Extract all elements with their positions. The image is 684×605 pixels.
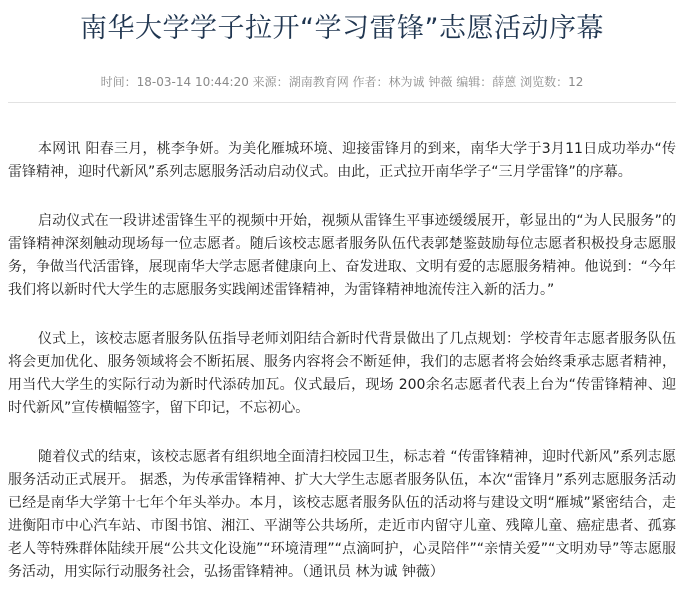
view-count: 12 bbox=[568, 75, 584, 89]
paragraph-1: 本网讯 阳春三月，桃李争妍。为美化雁城环境、迎接雷锋月的到来，南华大学于3月11日成功举办“传雷锋精神，迎时代新风”系列志愿服务活动启动仪式。由此，正式拉开南华学子“三月学雷锋”的序幕。 bbox=[8, 141, 676, 180]
meta-divider bbox=[8, 102, 676, 103]
editor-label: 编辑： bbox=[456, 75, 493, 89]
source-label: 来源： bbox=[252, 75, 289, 89]
article-meta bbox=[0, 73, 684, 91]
article-title: 南华大学学子拉开“学习雷锋”志愿活动序幕 bbox=[80, 13, 604, 44]
paragraph-4: 随着仪式的结束，该校志愿者有组织地全面清扫校园卫生，标志着 “传雷锋精神，迎时代新风”系列志愿服务活动正式展开。 据悉，为传承雷锋精神、扩大大学生志愿者服务队伍，本次“雷锋月”系列志愿服务活动已经是南华大学第十七年个年头举办。本月，该校志愿者服务队伍的活动将与建设文明“雁城”紧密结合，走进衡阳市中心汽车站、市图书馆、湘江、平湖等公共场所，走近市内留守儿童、残障儿童、癌症患者、孤寡老人等特殊群体陆续开展“公共文化设施”“环境清理”“点滴呵护，心灵陪伴”“亲情关爱”“文明劝导”等志愿服务活动，用实际行动服务社会，弘扬雷锋精神。（通讯员 林为诚 钟薇） bbox=[8, 449, 676, 580]
article-body bbox=[8, 138, 676, 605]
source-name: 湖南教育网 bbox=[288, 75, 349, 89]
author-label: 作者： bbox=[352, 75, 389, 89]
time-label: 时间： bbox=[100, 75, 137, 89]
author-name: 林为诚 钟薇 bbox=[388, 75, 453, 89]
paragraph-2: 启动仪式在一段讲述雷锋生平的视频中开始，视频从雷锋生平事迹缓缓展开，彰显出的“为人民服务”的雷锋精神深刻触动现场每一位志愿者。随后该校志愿者服务队伍代表郭楚鉴鼓励每位志愿者积极投身志愿服务，争做当代活雷锋，展现南华大学志愿者健康向上、奋发进取、文明有爱的志愿服务精神。他说到：“今年我们将以新时代大学生的志愿服务实践阐述雷锋精神，为雷锋精神地流传注入新的活力。” bbox=[8, 213, 676, 298]
editor-name: 薛蒽 bbox=[492, 75, 517, 89]
views-label: 浏览数： bbox=[520, 75, 569, 89]
publish-time: 18-03-14 10:44:20 bbox=[136, 75, 249, 89]
paragraph-3: 仪式上，该校志愿者服务队伍指导老师刘阳结合新时代背景做出了几点规划：学校青年志愿者服务队伍将会更加优化、服务领域将会不断拓展、服务内容将会不断延伸，我们的志愿者将会始终秉承志愿者精神，用当代大学生的实际行动为新时代添砖加瓦。仪式最后，现场 200余名志愿者代表上台为“传雷锋精神、迎时代新风”宣传横幅签字，留下印记，不忘初心。 bbox=[8, 331, 676, 416]
